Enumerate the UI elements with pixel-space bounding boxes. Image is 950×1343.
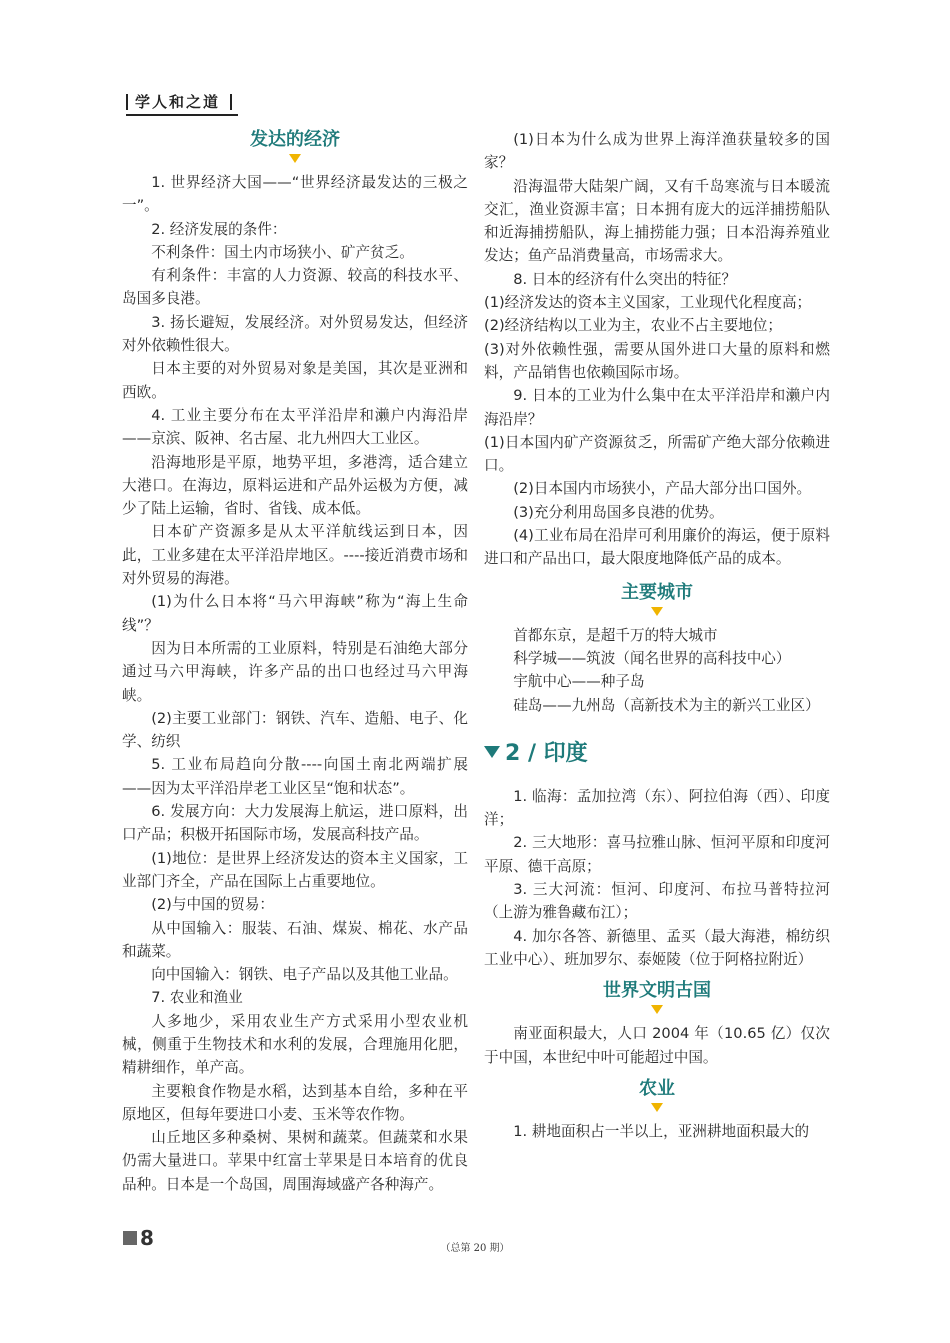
section-marker-triangle <box>289 154 301 163</box>
paragraph: (2)经济结构以工业为主，农业不占主要地位； <box>484 317 782 335</box>
right-column <box>484 128 830 1143</box>
city-line: 首都东京，是超千万的特大城市 <box>513 626 718 644</box>
paragraph: 沿海地形是平原，地势平坦，多港湾，适合建立大港口。在海边，原料运进和产品外运极为方便，减少了陆上运输，省时、省钱、成本低。 <box>122 453 468 518</box>
paragraph: 山丘地区多种桑树、果树和蔬菜。但蔬菜和水果仍需大量进口。苹果中红富士苹果是日本培育的优良品种。日本是一个岛国，周围海域盛产各种海产。 <box>122 1129 468 1193</box>
issue-footer: （总第 20 期） <box>440 1243 510 1254</box>
paragraph: 不利条件：国土内市场狭小、矿产贫乏。 <box>151 243 414 261</box>
paragraph: (3)对外依赖性强，需要从国外进口大量的原料和燃料，产品销售也依赖国际市场。 <box>484 340 830 381</box>
city-line: 宇航中心——种子岛 <box>513 673 645 691</box>
paragraph: 从中国输入：服装、石油、煤炭、棉花、水产品和蔬菜。 <box>122 919 468 960</box>
paragraph: 日本主要的对外贸易对象是美国，其次是亚洲和西欧。 <box>122 360 468 401</box>
section-title-cities: 主要城市 <box>621 581 693 603</box>
paragraph: 5. 工业布局趋向分散----向国土南北两端扩展——因为太平洋沿岸老工业区呈“饱和状态”。 <box>122 756 468 797</box>
paragraph: (4)工业布局在沿岸可利用廉价的海运，便于原料进口和产品出口，最大限度地降低产品的成本。 <box>484 527 830 568</box>
city-line: 硅岛——九州岛（高新技术为主的新兴工业区） <box>513 696 820 714</box>
paragraph: 4. 加尔各答、新德里、孟买（最大海港，棉纺织工业中心）、班加罗尔、泰姬陵（位于阿格拉附近） <box>484 927 830 968</box>
paragraph: 3. 三大河流：恒河、印度河、布拉马普特拉河（上游为雅鲁藏布江）； <box>484 881 830 922</box>
section-marker-triangle <box>651 607 663 616</box>
paragraph: 有利条件：丰富的人力资源、较高的科技水平、岛国多良港。 <box>122 267 468 308</box>
header-underline <box>126 114 238 116</box>
paragraph: 7. 农业和渔业 <box>151 989 243 1007</box>
paragraph: (2)主要工业部门：钢铁、汽车、造船、电子、化学、纺织 <box>122 709 468 751</box>
paragraph: (1)地位：是世界上经济发达的资本主义国家，工业部门齐全，产品在国际上占重要地位。 <box>122 849 468 890</box>
paragraph: 向中国输入：钢铁、电子产品以及其他工业品。 <box>151 966 458 984</box>
page-number-text: 8 <box>140 1226 154 1250</box>
paragraph: (1)日本为什么成为世界上海洋渔获量较多的国家？ <box>484 131 830 172</box>
section-marker-triangle <box>651 1103 663 1112</box>
paragraph: 8. 日本的经济有什么突出的特征？ <box>513 270 737 288</box>
paragraph: 主要粮食作物是水稻，达到基本自给，多种在平原地区，但每年要进口小麦、玉米等农作物。 <box>122 1082 468 1123</box>
column-title: 学人和之道 <box>135 93 221 111</box>
paragraph: 人多地少，采用农业生产方式采用小型农业机械，侧重于生物技术和水利的发展，合理施用化肥，精耕细作，单产高。 <box>122 1012 468 1077</box>
header-left-bar <box>126 94 128 110</box>
paragraph: 南亚面积最大，人口 2004 年（10.65 亿）仅次于中国，本世纪中叶可能超过中国。 <box>484 1025 830 1066</box>
section-title-economy: 发达的经济 <box>250 129 340 150</box>
paragraph: 因为日本所需的工业原料，特别是石油绝大部分通过马六甲海峡，许多产品的出口也经过马六甲海峡。 <box>122 639 468 704</box>
paragraph: 1. 临海：孟加拉湾（东）、阿拉伯海（西）、印度洋； <box>484 787 830 829</box>
paragraph: (1)为什么日本将“马六甲海峡”称为“海上生命线”？ <box>122 593 468 634</box>
paragraph: 9. 日本的工业为什么集中在太平洋沿岸和濑户内海沿岸？ <box>484 387 830 428</box>
paragraph: (2)日本国内市场狭小，产品大部分出口国外。 <box>513 480 812 498</box>
paragraph: (1)经济发达的资本主义国家，工业现代化程度高； <box>484 294 812 312</box>
left-column <box>122 126 468 1196</box>
paragraph: 1. 耕地面积占一半以上，亚洲耕地面积最大的 <box>513 1122 810 1140</box>
paragraph: (2)与中国的贸易： <box>151 896 275 914</box>
section-title-civilization: 世界文明古国 <box>603 980 711 1002</box>
column-header <box>126 92 238 116</box>
paragraph: 1. 世界经济大国——“世界经济最发达的三极之一”。 <box>122 174 468 215</box>
paragraph: (1)日本国内矿产资源贫乏，所需矿产绝大部分依赖进口。 <box>484 433 830 475</box>
chapter-heading-india <box>484 739 830 769</box>
paragraph: 日本矿产资源多是从太平洋航线运到日本，因此，工业多建在太平洋沿岸地区。----接近消费市场和对外贸易的海港。 <box>122 523 468 588</box>
chapter-title: 2 / 印度 <box>505 740 588 766</box>
paragraph: 3. 扬长避短，发展经济。对外贸易发达，但经济对外依赖性很大。 <box>122 313 468 355</box>
paragraph: 6. 发展方向：大力发展海上航运，进口原料，出口产品；积极开拓国际市场，发展高科技产品。 <box>122 803 468 844</box>
paragraph: 2. 三大地形：喜马拉雅山脉、恒河平原和印度河平原、德干高原； <box>484 834 830 875</box>
section-marker-triangle <box>651 1005 663 1014</box>
chapter-marker-triangle <box>484 746 500 758</box>
paragraph: 沿海温带大陆架广阔，又有千岛寒流与日本暖流交汇，渔业资源丰富；日本拥有庞大的远洋捕捞船队和近海捕捞船队，海上捕捞能力强；日本沿海养殖业发达；鱼产品消费量高，市场需求大。 <box>484 177 830 265</box>
city-line: 科学城——筑波（闻名世界的高科技中心） <box>513 649 791 667</box>
paragraph: (3)充分利用岛国多良港的优势。 <box>513 503 724 521</box>
paragraph: 4. 工业主要分布在太平洋沿岸和濑户内海沿岸——京滨、阪神、名古屋、北九州四大工业区。 <box>122 406 468 448</box>
paragraph: 2. 经济发展的条件： <box>151 220 287 238</box>
header-right-bar <box>230 94 232 110</box>
section-title-agriculture: 农业 <box>639 1077 675 1099</box>
